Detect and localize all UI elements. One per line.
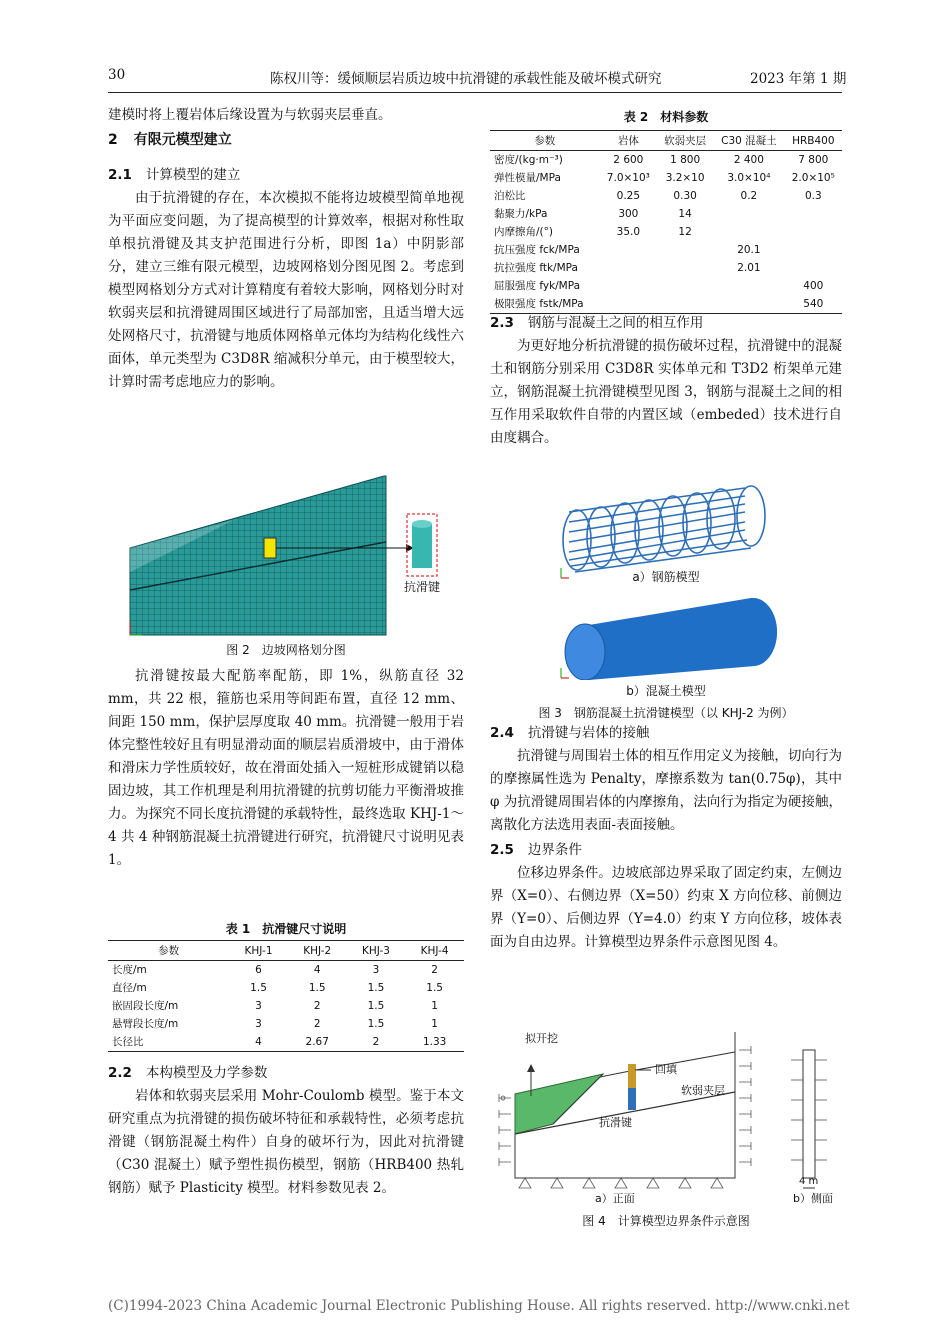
section-2-4-heading: 2.4 抗滑键与岩体的接触 — [490, 725, 650, 741]
paragraph-constitutive: 岩体和软弱夹层采用 Mohr-Coulomb 模型。鉴于本文研究重点为抗滑键的损伤破坏特征和承载特性，必须考虑抗滑键（钢筋混凝土构件）自身的破坏行为，因此对抗滑键（C30 混凝土）赋予塑性损伤模型，钢筋（HRB400 热轧钢筋）赋予 Plasticity 模型。材料参数见表 2。 — [108, 1088, 464, 1196]
table-2-cell: 0.30 — [673, 190, 697, 202]
table-2-row — [490, 295, 842, 314]
table-2-row — [490, 169, 842, 187]
table-2-cell — [657, 259, 713, 277]
table-2-cell: 0.25 — [616, 190, 641, 202]
table-2-cell — [785, 223, 842, 241]
table-2-cell: 1 800 — [670, 154, 701, 166]
running-title: 陈权川等：缓倾顺层岩质边坡中抗滑键的承载性能及破坏模式研究 — [270, 71, 662, 87]
fig4-width-label: 4 m — [799, 1176, 819, 1187]
table-1-cell: 1.33 — [405, 1033, 464, 1052]
mesh-figure — [124, 470, 464, 640]
table-1-cell: 3 — [372, 964, 380, 976]
table-2-row — [490, 205, 842, 223]
table-1-cell: 长径比 — [108, 1033, 229, 1052]
figure-3a-caption: a）钢筋模型 — [632, 570, 700, 584]
table-2-header-cell: 岩体 — [600, 131, 657, 151]
table-1-cell: 1 — [431, 1018, 438, 1030]
table-1-header-cell: 参数 — [108, 941, 229, 961]
fig4-excavate-label: 拟开挖 — [525, 1032, 558, 1045]
left-column-3 — [108, 1062, 464, 1200]
table-2-cell: 2 400 — [733, 154, 764, 166]
table-2-cell: 3.0×10⁴ — [727, 172, 771, 184]
table-2-cell: 屈服强度 fyk/MPa — [494, 280, 581, 292]
figure-3a — [555, 482, 795, 582]
table-1-header-cell: KHJ-2 — [288, 941, 347, 961]
table-1-cell: 长度/m — [112, 964, 147, 976]
paragraph-contact: 抗滑键与周围岩土体的相互作用定义为接触，切向行为的摩擦属性选为 Penalty，摩擦系数为 tan(0.75φ)，其中 φ 为抗滑键周围岩体的内摩擦角，法向行为指定为硬接触，离散化方法选用表面-表面接触。 — [490, 748, 842, 833]
table-2-row — [490, 223, 842, 241]
fig4a-caption: a）正面 — [595, 1192, 635, 1205]
table-2-cell — [785, 205, 842, 223]
section-2-heading: 2 有限元模型建立 — [108, 132, 232, 148]
table-2-header-cell: 软弱夹层 — [657, 131, 713, 151]
table-2-cell: 抗压强度 fck/MPa — [494, 244, 580, 256]
table-2-cell: 抗拉强度 ftk/MPa — [494, 262, 578, 274]
table-1-cell: 4 — [313, 964, 321, 976]
table-1-cell: 嵌固段长度/m — [112, 1000, 179, 1012]
table-1-cell: 2 — [313, 1018, 321, 1030]
fig2-key-label: 抗滑键 — [404, 580, 441, 594]
table-2-cell: 2.01 — [737, 262, 761, 274]
table-1-cell: 悬臂段长度/m — [112, 1018, 179, 1030]
paragraph-reinforcement: 抗滑键按最大配筋率配筋，即 1%，纵筋直径 32 mm，共 22 根，箍筋也采用等间距布置，直径 12 mm、间距 150 mm，保护层厚度取 40 mm。抗滑键一般用于岩体完整性较好且有明显滑动面的顺层岩质滑坡中，由于滑体和滑床力学性质较好，故在滑面处插入一短桩形成键销以稳固边坡，其工作机理是利用抗滑键的抗剪切能力平衡滑坡推力。为探究不同长度抗滑键的承载特性，最终选取 KHJ-1～4 共 4 种钢筋混凝土抗滑键进行研究，抗滑键尺寸说明见表 1。 — [108, 668, 464, 868]
table-1-row — [108, 979, 464, 997]
paragraph-model: 由于抗滑键的存在，本次模拟不能将边坡模型简单地视为平面应变问题，为了提高模型的计算效率，根据对称性取单根抗滑键及其支护范围进行分析，即图 1a）中阴影部分，建立三维有限元模型，边坡网格划分图见图 2。考虑到模型网格划分方式对计算精度有着较大影响，网格划分时对软弱夹层和抗滑键周围区域进行了局部加密，且适当增大远处网格尺寸，抗滑键与地质体网格单元体均为结构化线性六面体，单元类型为 C3D8R 缩减积分单元，由于模型较大，计算时需考虑地应力的影响。 — [108, 190, 464, 390]
table-1-cell: 2 — [431, 964, 438, 976]
table-2-cell: 300 — [618, 208, 639, 220]
table-2-cell: 弹性模量/MPa — [494, 172, 561, 184]
intro-text: 建模时将上覆岩体后缘设置为与软弱夹层垂直。 — [108, 107, 392, 123]
table-2-cell: 20.1 — [737, 244, 761, 256]
table-2-row — [490, 241, 842, 259]
section-2-3-heading: 2.3 钢筋与混凝土之间的相互作用 — [490, 315, 704, 331]
table-1-row — [108, 1033, 464, 1052]
fig4-backfill-label: 回填 — [655, 1063, 677, 1076]
table-1-row — [108, 997, 464, 1015]
page-number: 30 — [108, 67, 126, 83]
table-1-row — [108, 1015, 464, 1033]
issue-label: 2023 年第 1 期 — [750, 71, 847, 87]
figure-4-caption: 图 4 计算模型边界条件示意图 — [582, 1214, 750, 1228]
copyright-footer: (C)1994-2023 China Academic Journal Electronic Publishing House. All rights reserved. http://www.cnki.net — [108, 1298, 850, 1314]
table-2-cell: 2.0×10⁵ — [791, 172, 835, 184]
table-2-cell — [600, 277, 657, 295]
header-rule — [108, 92, 842, 93]
table-2-header-cell: HRB400 — [785, 131, 842, 151]
table-1-cell: 2.67 — [288, 1033, 347, 1052]
figure-2 — [124, 470, 464, 640]
table-2-cell: 35.0 — [616, 226, 641, 238]
table-1-cell: 2 — [313, 1000, 321, 1012]
table-2-cell: 0.3 — [804, 190, 822, 202]
bottom-supports — [519, 1178, 723, 1188]
table-2-caption: 表 2 材料参数 — [623, 110, 709, 124]
right-column — [490, 312, 842, 450]
section-2-1-heading: 2.1 计算模型的建立 — [108, 167, 241, 183]
table-2-cell: 2 600 — [613, 154, 644, 166]
figure-3-caption: 图 3 钢筋混凝土抗滑键模型（以 KHJ-2 为例） — [538, 706, 794, 720]
figure-3b-caption: b）混凝土模型 — [626, 684, 706, 698]
table-2-row — [490, 259, 842, 277]
steel-cage-drawing — [555, 482, 795, 582]
table-2-cell: 400 — [803, 280, 824, 292]
table-1 — [108, 940, 464, 1052]
table-2-cell — [713, 277, 784, 295]
table-2-cell — [657, 241, 713, 259]
table-2-header-cell: 参数 — [490, 131, 600, 151]
table-1-cell: 4 — [229, 1033, 288, 1052]
table-1-cell: 2 — [347, 1033, 406, 1052]
table-2-cell — [785, 259, 842, 277]
fig4b-caption: b）侧面 — [793, 1192, 833, 1205]
boundary-figure — [495, 1030, 845, 1202]
left-column — [108, 104, 464, 394]
table-2-cell: 12 — [678, 226, 692, 238]
table-2-cell — [600, 259, 657, 277]
table-2-cell — [657, 295, 713, 314]
table-2-cell: 0.2 — [740, 190, 758, 202]
table-1-header-cell: KHJ-1 — [229, 941, 288, 961]
table-1-header-cell: KHJ-4 — [405, 941, 464, 961]
concrete-cylinder-drawing — [555, 590, 795, 680]
table-2-cell — [713, 205, 784, 223]
table-1-header-cell: KHJ-3 — [347, 941, 406, 961]
table-2-cell: 极限强度 fstk/MPa — [490, 295, 600, 314]
table-2-cell: 14 — [678, 208, 692, 220]
table-1-cell: 3 — [255, 1018, 262, 1030]
table-2-cell: 7 800 — [798, 154, 829, 166]
table-2-cell — [785, 241, 842, 259]
table-2-row — [490, 187, 842, 205]
left-column-2 — [108, 665, 464, 872]
table-2-cell — [600, 295, 657, 314]
right-supports — [739, 1046, 751, 1166]
figure-3b — [555, 590, 795, 680]
table-2-cell — [600, 241, 657, 259]
section-2-2-heading: 2.2 本构模型及力学参数 — [108, 1065, 268, 1081]
fig4-key-label: 抗滑键 — [599, 1116, 632, 1129]
table-1-cell: 直径/m — [112, 982, 147, 994]
table-2-cell: 内摩擦角/(°) — [494, 226, 553, 238]
paragraph-interaction: 为更好地分析抗滑键的损伤破坏过程，抗滑键中的混凝土和钢筋分别采用 C3D8R 实体单元和 T3D2 桁架单元建立，钢筋混凝土抗滑键模型见图 3，钢筋与混凝土之间的相互作用采取软件自带的内置区域（embeded）技术进行自由度耦合。 — [490, 338, 842, 446]
table-1-cell: 1.5 — [367, 982, 385, 994]
table-2-cell: 3.2×10 — [665, 172, 705, 184]
table-1-cell: 1.5 — [367, 1000, 385, 1012]
table-2-cell — [657, 277, 713, 295]
table-1-cell: 3 — [255, 1000, 262, 1012]
table-2-header-cell: C30 混凝土 — [713, 131, 784, 151]
table-2-cell: 7.0×10³ — [606, 172, 650, 184]
table-2-cell: 540 — [785, 295, 842, 314]
left-supports — [499, 1094, 511, 1166]
table-2-cell — [713, 295, 784, 314]
table-2-row — [490, 151, 842, 170]
figure-4 — [495, 1030, 845, 1205]
paragraph-boundary: 位移边界条件。边坡底部边界采取了固定约束，左侧边界（X=0）、右侧边界（X=50）约束 X 方向位移、前侧边界（Y=0）、后侧边界（Y=4.0）约束 Y 方向位移，坡体表面为自由边界。计算模型边界条件示意图见图 4。 — [490, 865, 842, 950]
right-column-2 — [490, 722, 842, 954]
table-1-cell: 1.5 — [426, 982, 443, 994]
table-1-caption: 表 1 抗滑键尺寸说明 — [225, 922, 347, 936]
fig4-weak-layer-label: 软弱夹层 — [681, 1084, 725, 1097]
table-1-cell: 6 — [255, 964, 262, 976]
table-1-cell: 1.5 — [367, 1018, 385, 1030]
table-2-cell: 黏聚力/kPa — [494, 208, 548, 220]
table-2-row — [490, 277, 842, 295]
table-1-cell: 1.5 — [308, 982, 326, 994]
table-1-cell: 1 — [431, 1000, 438, 1012]
table-2-cell: 泊松比 — [494, 190, 526, 202]
table-1-cell: 1.5 — [250, 982, 267, 994]
figure-2-caption: 图 2 边坡网格划分图 — [226, 643, 346, 657]
table-1-row — [108, 961, 464, 980]
table-2-cell — [713, 223, 784, 241]
section-2-5-heading: 2.5 边界条件 — [490, 842, 582, 858]
table-2 — [490, 130, 842, 314]
table-2-cell: 密度/(kg·m⁻³) — [494, 154, 563, 166]
